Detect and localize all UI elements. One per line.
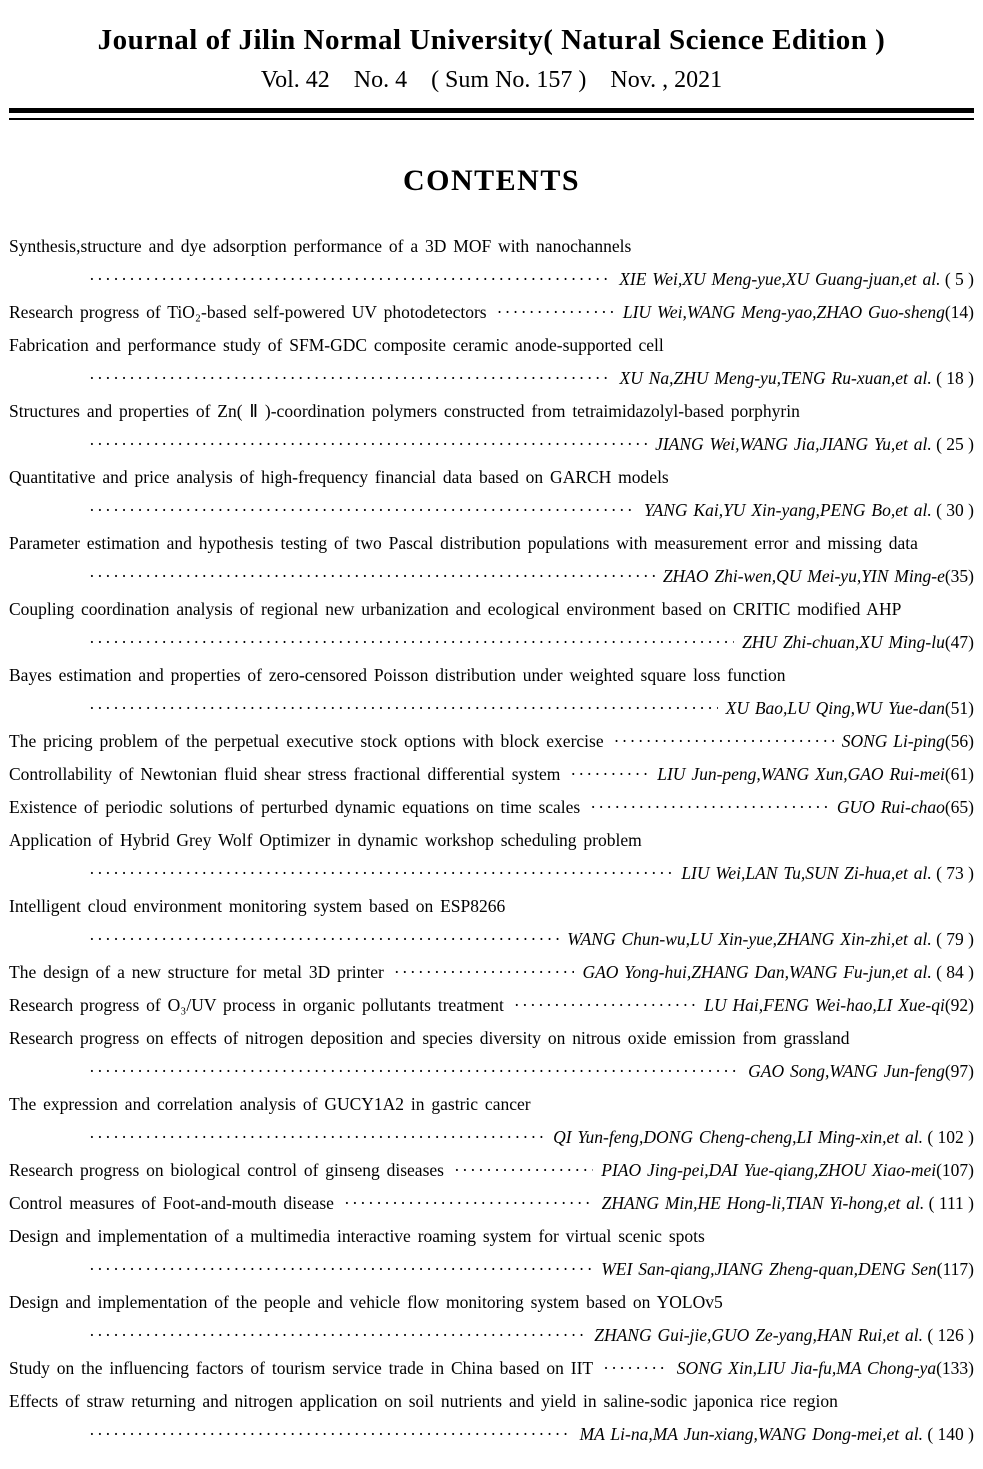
entry-title: Quantitative and price analysis of high-frequency financial data based on GARCH models (9, 467, 669, 487)
entry-continuation-line (9, 362, 974, 395)
entry-title: Bayes estimation and properties of zero-censored Poisson distribution under weighted square loss function (9, 665, 786, 685)
leader-dots (89, 494, 636, 527)
leader-dots (89, 1121, 545, 1154)
toc-entry (9, 593, 974, 659)
entry-title: Research progress of O₃/UV process in organic pollutants treatment (9, 995, 504, 1015)
entry-title: The pricing problem of the perpetual executive stock options with block exercise (9, 731, 604, 751)
entry-title-line (9, 1088, 974, 1121)
leader-dots (89, 692, 718, 725)
entry-title-line (9, 395, 974, 428)
entry-authors: WEI San-qiang,JIANG Zheng-quan,DENG Sen (601, 1259, 937, 1279)
entry-authors: XIE Wei,XU Meng-yue,XU Guang-juan,et al. (619, 269, 941, 289)
entry-page-number: ( 126 ) (922, 1325, 974, 1345)
entry-authors: QI Yun-feng,DONG Cheng-cheng,LI Ming-xin,et al. (553, 1127, 923, 1147)
toc-entry (9, 824, 974, 890)
entry-continuation-line (9, 1418, 974, 1451)
leader-dots (89, 923, 559, 956)
entry-page-number: (117) (936, 1259, 974, 1279)
entry-title-line (9, 659, 974, 692)
entry-line (9, 758, 974, 791)
entry-title-line (9, 329, 974, 362)
entry-authors: YANG Kai,YU Xin-yang,PENG Bo,et al. (644, 500, 932, 520)
entry-page-number: ( 18 ) (931, 368, 974, 388)
contents-heading: CONTENTS (402, 164, 581, 197)
entry-continuation-line (9, 428, 974, 461)
toc-entry (9, 1022, 974, 1088)
entry-title: Control measures of Foot-and-mouth disease (9, 1193, 334, 1213)
entry-title: Design and implementation of the people and vehicle flow monitoring system based on YOLOv5 (9, 1292, 723, 1312)
entry-line (9, 725, 974, 758)
entry-page-number: (133) (936, 1358, 974, 1378)
toc-entry (9, 758, 974, 791)
toc-entry (9, 395, 974, 461)
entry-continuation-line (9, 1319, 974, 1352)
toc-entry (9, 296, 974, 329)
toc-entry (9, 956, 974, 989)
entry-line (9, 1352, 974, 1385)
entry-authors: LIU Jun-peng,WANG Xun,GAO Rui-mei (657, 764, 945, 784)
leader-dots (590, 791, 829, 824)
entry-page-number: ( 79 ) (931, 929, 974, 949)
toc-entry (9, 1220, 974, 1286)
entry-authors: ZHANG Min,HE Hong-li,TIAN Yi-hong,et al. (601, 1193, 925, 1213)
entry-page-number: (35) (944, 566, 974, 586)
toc-entry (9, 659, 974, 725)
entry-page-number: (92) (944, 995, 974, 1015)
entry-title: Study on the influencing factors of tourism service trade in China based on IIT (9, 1358, 594, 1378)
entry-title: Controllability of Newtonian fluid shear stress fractional differential system (9, 764, 561, 784)
entry-title: Fabrication and performance study of SFM-GDC composite ceramic anode-supported cell (9, 335, 664, 355)
toc-entry (9, 1154, 974, 1187)
entry-authors: SONG Xin,LIU Jia-fu,MA Chong-ya (676, 1358, 937, 1378)
entry-continuation-line (9, 263, 974, 296)
divider-rule-thick (9, 108, 974, 113)
leader-dots (89, 1055, 740, 1088)
entry-title: The design of a new structure for metal 3D printer (9, 962, 384, 982)
entry-authors: XU Bao,LU Qing,WU Yue-dan (725, 698, 945, 718)
leader-dots (89, 1418, 572, 1451)
entry-title-line (9, 461, 974, 494)
leader-dots (394, 956, 575, 989)
toc-entry (9, 791, 974, 824)
entry-line (9, 791, 974, 824)
entry-line (9, 989, 974, 1022)
issue-line: Vol. 42 No. 4 ( Sum No. 157 ) Nov. , 2021 (260, 67, 723, 93)
entry-page-number: ( 30 ) (931, 500, 974, 520)
entry-authors: LIU Wei,WANG Meng-yao,ZHAO Guo-sheng (622, 302, 945, 322)
entry-title: Research progress on effects of nitrogen deposition and species diversity on nitrous oxide emission from grassland (9, 1028, 850, 1048)
entry-continuation-line (9, 1253, 974, 1286)
leader-dots (497, 296, 615, 329)
entry-continuation-line (9, 1055, 974, 1088)
toc-entry (9, 527, 974, 593)
entry-authors: ZHAO Zhi-wen,QU Mei-yu,YIN Ming-e (662, 566, 945, 586)
toc-entry (9, 989, 974, 1022)
entry-continuation-line (9, 923, 974, 956)
entry-page-number: (47) (944, 632, 974, 652)
entry-continuation-line (9, 560, 974, 593)
entry-title: Parameter estimation and hypothesis testing of two Pascal distribution populations with measurement error and missing data (9, 533, 918, 553)
leader-dots (89, 560, 655, 593)
entry-title: Coupling coordination analysis of regional new urbanization and ecological environment based on CRITIC modified AHP (9, 599, 902, 619)
entry-authors: GAO Yong-hui,ZHANG Dan,WANG Fu-jun,et al. (582, 962, 932, 982)
toc-entry (9, 1385, 974, 1451)
entry-title: Synthesis,structure and dye adsorption performance of a 3D MOF with nanochannels (9, 236, 632, 256)
entry-continuation-line (9, 1121, 974, 1154)
leader-dots (603, 1352, 669, 1385)
entry-title: Application of Hybrid Grey Wolf Optimizer in dynamic workshop scheduling problem (9, 830, 642, 850)
entry-continuation-line (9, 494, 974, 527)
toc-entry (9, 725, 974, 758)
entry-line (9, 956, 974, 989)
entry-authors: ZHANG Gui-jie,GUO Ze-yang,HAN Rui,et al. (594, 1325, 923, 1345)
entry-page-number: (65) (944, 797, 974, 817)
journal-title: Journal of Jilin Normal University( Natural Science Edition ) (97, 24, 886, 56)
entry-page-number: ( 73 ) (931, 863, 974, 883)
entry-title: Effects of straw returning and nitrogen application on soil nutrients and yield in saline-sodic japonica rice region (9, 1391, 838, 1411)
entry-page-number: ( 84 ) (931, 962, 974, 982)
entry-authors: WANG Chun-wu,LU Xin-yue,ZHANG Xin-zhi,et al. (567, 929, 932, 949)
entry-page-number: (51) (944, 698, 974, 718)
entry-page-number: (61) (944, 764, 974, 784)
leader-dots (344, 1187, 594, 1220)
entry-authors: SONG Li-ping (841, 731, 945, 751)
toc-entry (9, 1187, 974, 1220)
entry-title-line (9, 593, 974, 626)
entry-authors: JIANG Wei,WANG Jia,JIANG Yu,et al. (655, 434, 932, 454)
entry-page-number: ( 102 ) (922, 1127, 974, 1147)
journal-header (9, 22, 974, 96)
entry-title: Intelligent cloud environment monitoring system based on ESP8266 (9, 896, 506, 916)
toc-entry (9, 1088, 974, 1154)
entry-line (9, 1154, 974, 1187)
entry-title-line (9, 230, 974, 263)
entry-authors: LIU Wei,LAN Tu,SUN Zi-hua,et al. (681, 863, 932, 883)
entry-authors: GAO Song,WANG Jun-feng (748, 1061, 945, 1081)
entry-title-line (9, 1385, 974, 1418)
leader-dots (570, 758, 649, 791)
entry-title-line (9, 1286, 974, 1319)
leader-dots (89, 428, 647, 461)
entry-page-number: ( 25 ) (931, 434, 974, 454)
entry-authors: LU Hai,FENG Wei-hao,LI Xue-qi (704, 995, 945, 1015)
entry-authors: PIAO Jing-pei,DAI Yue-qiang,ZHOU Xiao-mei (601, 1160, 937, 1180)
entry-title: Design and implementation of a multimedia interactive roaming system for virtual scenic spots (9, 1226, 705, 1246)
entry-title-line (9, 1022, 974, 1055)
entry-page-number: (14) (944, 302, 974, 322)
entry-title: Research progress on biological control of ginseng diseases (9, 1160, 444, 1180)
toc-entry (9, 329, 974, 395)
leader-dots (514, 989, 696, 1022)
divider-rule-thin (9, 118, 974, 120)
leader-dots (454, 1154, 593, 1187)
entry-line (9, 296, 974, 329)
toc-entry (9, 461, 974, 527)
entry-page-number: ( 5 ) (940, 269, 974, 289)
leader-dots (89, 1319, 586, 1352)
entry-title: Existence of periodic solutions of perturbed dynamic equations on time scales (9, 797, 581, 817)
entry-title: The expression and correlation analysis of GUCY1A2 in gastric cancer (9, 1094, 531, 1114)
entry-title-line (9, 890, 974, 923)
leader-dots (89, 362, 612, 395)
entry-page-number: (107) (936, 1160, 974, 1180)
entry-authors: ZHU Zhi-chuan,XU Ming-lu (742, 632, 945, 652)
entry-page-number: ( 111 ) (924, 1193, 974, 1213)
leader-dots (614, 725, 834, 758)
toc-entry (9, 1286, 974, 1352)
entry-title-line (9, 527, 974, 560)
entry-page-number: (97) (944, 1061, 974, 1081)
leader-dots (89, 857, 673, 890)
entry-title: Research progress of TiO₂-based self-powered UV photodetectors (9, 302, 487, 322)
entry-title-line (9, 824, 974, 857)
entry-page-number: ( 140 ) (922, 1424, 974, 1444)
toc-entry (9, 890, 974, 956)
entry-continuation-line (9, 626, 974, 659)
entry-page-number: (56) (944, 731, 974, 751)
toc-list (9, 230, 974, 1451)
entry-authors: MA Li-na,MA Jun-xiang,WANG Dong-mei,et al. (579, 1424, 923, 1444)
entry-authors: XU Na,ZHU Meng-yu,TENG Ru-xuan,et al. (619, 368, 932, 388)
leader-dots (89, 263, 611, 296)
entry-authors: GUO Rui-chao (836, 797, 945, 817)
entry-continuation-line (9, 857, 974, 890)
leader-dots (89, 626, 734, 659)
entry-title: Structures and properties of Zn( Ⅱ )-coordination polymers constructed from tetraimidazolyl-based porphyrin (9, 401, 800, 421)
entry-title-line (9, 1220, 974, 1253)
entry-continuation-line (9, 692, 974, 725)
entry-line (9, 1187, 974, 1220)
toc-entry (9, 1352, 974, 1385)
toc-entry (9, 230, 974, 296)
leader-dots (89, 1253, 593, 1286)
